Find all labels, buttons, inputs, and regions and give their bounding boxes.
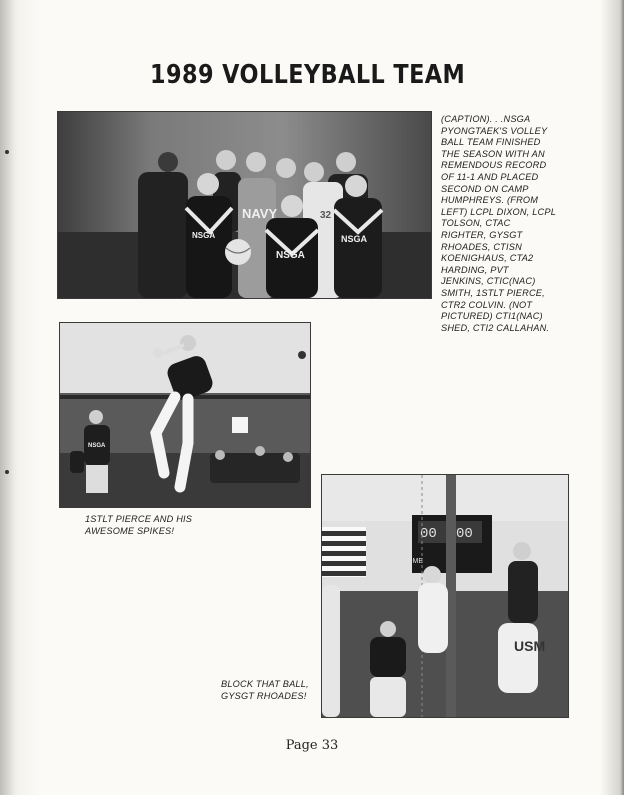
usm-jersey-text: USM — [514, 638, 546, 654]
scoreboard-digits: 00 — [456, 526, 473, 542]
binding-hole — [5, 470, 9, 474]
caption-line: BLOCK THAT BALL, — [221, 679, 309, 689]
nsga-jersey-text: NSGA — [88, 443, 106, 449]
block-photo — [321, 474, 569, 718]
caption-line: SECOND ON CAMP — [441, 183, 529, 194]
navy-jersey-text: NAVY — [242, 206, 278, 221]
binding-shadow — [0, 0, 18, 795]
caption-line: RIGHTER, GYSGT — [441, 229, 523, 240]
caption-line: 1STLT PIERCE AND HIS — [85, 514, 193, 524]
caption-line: (CAPTION). . .NSGA — [441, 114, 531, 124]
jersey-number-text: 32 — [320, 210, 332, 221]
caption-line: TOLSON, CTAC — [441, 218, 511, 229]
spike-photo-caption — [85, 514, 265, 537]
caption-line: KOENIGHAUS, CTA2 — [441, 253, 534, 264]
nsga-jersey-text: NSGA — [341, 234, 368, 244]
caption-line: PYONGTAEK'S VOLLEY — [441, 125, 548, 136]
caption-line: JENKINS, CTIC(NAC) — [441, 276, 536, 287]
caption-line: CTR2 COLVIN. (NOT — [441, 299, 533, 310]
caption-line: OF 11-1 AND PLACED — [441, 171, 539, 182]
binding-hole — [5, 150, 9, 154]
caption-line: SMITH, 1STLT PIERCE, — [441, 287, 545, 298]
caption-line: SHED, CTI2 CALLAHAN. — [441, 322, 550, 333]
caption-line: HARDING, PVT — [441, 264, 509, 275]
caption-line: HUMPHREYS. (FROM — [441, 195, 539, 206]
scoreboard-digits: 00 — [420, 526, 437, 542]
team-photo — [57, 111, 432, 299]
page-title: 1989 VOLLEYBALL TEAM — [150, 60, 466, 90]
team-photo-caption — [441, 114, 601, 334]
caption-line: LEFT) LCPL DIXON, LCPL — [441, 206, 557, 217]
block-photo-caption — [221, 679, 321, 702]
caption-line: AWESOME SPIKES! — [85, 525, 175, 536]
scoreboard-home-label: HOME — [402, 558, 423, 565]
caption-line: REMENDOUS RECORD — [441, 160, 547, 171]
caption-line: THE SEASON WITH AN — [441, 148, 545, 159]
spike-photo — [59, 322, 311, 508]
nsga-jersey-text: NSGA — [276, 250, 305, 261]
caption-line: PICTURED) CTI1(NAC) — [441, 311, 543, 322]
caption-line: RHOADES, CTISN — [441, 241, 522, 252]
caption-line: GYSGT RHOADES! — [221, 690, 307, 701]
page-number: Page 33 — [285, 738, 339, 753]
caption-line: BALL TEAM FINISHED — [441, 137, 541, 148]
nsga-jersey-text: NSGA — [192, 231, 216, 240]
